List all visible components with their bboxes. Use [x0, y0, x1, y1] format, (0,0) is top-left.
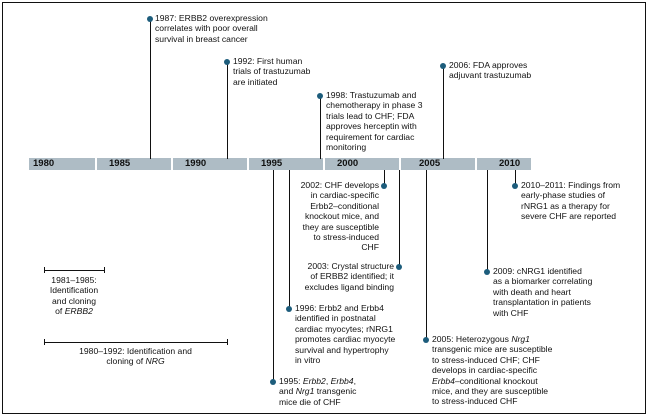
stem-1998 — [320, 96, 321, 159]
range-cap — [227, 339, 228, 345]
stem-1995 — [273, 170, 274, 382]
marker-1996 — [286, 306, 292, 312]
event-2006: 2006: FDA approves adjuvant trastuzumab — [449, 60, 532, 81]
axis-divider — [171, 158, 173, 170]
marker-2006 — [440, 63, 446, 69]
axis-divider — [399, 158, 401, 170]
marker-1987 — [147, 16, 153, 22]
event-2009: 2009: cNRG1 identified as a biomarker correlating with death and heart transplantation in patients with CHF — [493, 266, 593, 318]
range-cap — [104, 267, 105, 273]
marker-2009 — [484, 269, 490, 275]
range-label-erbb2: 1981–1985: Identification and cloning of ERBB2 — [49, 275, 99, 317]
year-label-2000: 2000 — [337, 158, 359, 169]
year-label-2010: 2010 — [499, 158, 521, 169]
event-1998: 1998: Trastuzumab and chemotherapy in phase 3 trials lead to CHF; FDA approves herceptin with requirement for cardiac monitoring — [326, 90, 423, 153]
stem-2005 — [426, 170, 427, 340]
marker-1995 — [270, 379, 276, 385]
marker-2010 — [512, 183, 518, 189]
marker-1998 — [317, 93, 323, 99]
range-cap — [44, 339, 45, 345]
year-label-2005: 2005 — [419, 158, 441, 169]
marker-1992 — [224, 59, 230, 65]
timeline-axis — [29, 158, 531, 170]
timeline-figure — [2, 2, 646, 414]
event-2010-2011: 2010–2011: Findings from early-phase studies of rNRG1 as a therapy for severe CHF are reported — [521, 180, 621, 222]
stem-2006 — [443, 66, 444, 159]
stem-1987 — [150, 19, 151, 159]
range-label-nrg: 1980–1992: Identification and cloning of NRG — [79, 346, 192, 367]
axis-divider — [247, 158, 249, 170]
marker-2003 — [396, 264, 402, 270]
axis-divider — [95, 158, 97, 170]
range-bar-erbb2 — [44, 270, 104, 271]
marker-2002 — [381, 183, 387, 189]
year-label-1995: 1995 — [261, 158, 283, 169]
event-2002: 2002: CHF develops in cardiac-specific Erbb2–conditional knockout mice, and they are susceptible to stress-induced CHF — [300, 180, 379, 253]
axis-divider — [475, 158, 477, 170]
range-cap — [44, 267, 45, 273]
stem-2003 — [399, 170, 400, 267]
event-1992: 1992: First human trials of trastuzumab are initiated — [233, 56, 311, 87]
event-2003: 2003: Crystal structure of ERBB2 identified; it excludes ligand binding — [304, 261, 394, 292]
stem-1996 — [289, 170, 290, 309]
year-label-1980: 1980 — [33, 158, 55, 169]
year-label-1985: 1985 — [109, 158, 131, 169]
stem-2009 — [487, 170, 488, 272]
event-1995: 1995: Erbb2, Erbb4, and Nrg1 transgenic mice die of CHF — [279, 376, 357, 407]
axis-divider — [323, 158, 325, 170]
event-1987: 1987: ERBB2 overexpression correlates with poor overall survival in breast cancer — [155, 13, 268, 44]
year-label-1990: 1990 — [185, 158, 207, 169]
stem-1992 — [227, 62, 228, 159]
event-1996: 1996: Erbb2 and Erbb4 identified in postnatal cardiac myocytes; rNRG1 promotes cardiac myocyte survival and hypertrophy in vitro — [295, 303, 396, 366]
event-2005: 2005: Heterozygous Nrg1 transgenic mice are susceptible to stress-induced CHF; CHF develops in cardiac-specific Erbb4–conditional knockout mice, and they are susceptible to stress-induced CHF — [432, 334, 553, 407]
range-bar-nrg — [44, 342, 227, 343]
marker-2005 — [423, 337, 429, 343]
